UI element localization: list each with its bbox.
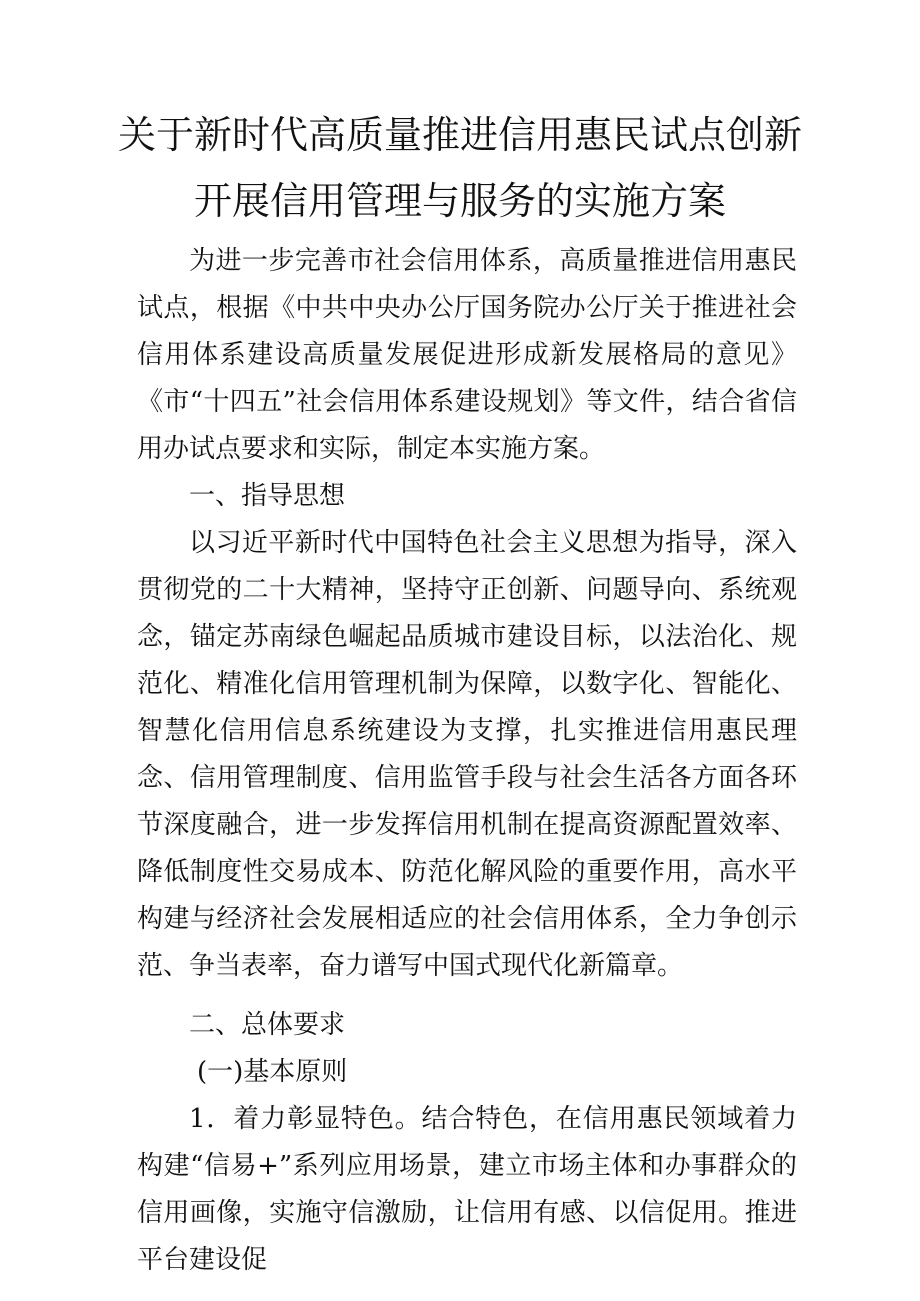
section-1-heading: 一、指导思想 bbox=[189, 481, 346, 511]
document-title-line-2: 开展信用管理与服务的实施方案 bbox=[193, 179, 726, 223]
section-1-paragraph: 以习近平新时代中国特色社会主义思想为指导，深入贯彻党的二十大精神，坚持守正创新、问题导向、系统观念，锚定苏南绿色崛起品质城市建设目标，以法治化、规范化、精准化信用管理机制为保障，以数字化、智能化、智慧化信用信息系统建设为支撑，扎实推进信用惠民理念、信用管理制度、信用监管手段与社会生活各方面各环节深度融合，进一步发挥信用机制在提高资源配置效率、降低制度性交易成本、防范化解风险的重要作用，高水平构建与经济社会发展相适应的社会信用体系，全力争创示范、争当表率，奋力谱写中国式现代化新篇章。 bbox=[137, 528, 797, 981]
subsection-1-heading: (一)基本原则 bbox=[197, 1057, 348, 1087]
principle-1-paragraph: 1．着力彰显特色。结合特色，在信用惠民领域着力构建“信易+”系列应用场景，建立市场主体和办事群众的信用画像，实施守信激励，让信用有感、以信促用。推进平台建设促 bbox=[137, 1104, 797, 1275]
document-body bbox=[137, 238, 797, 1284]
section-2-heading: 二、总体要求 bbox=[189, 1010, 346, 1040]
intro-paragraph: 为进一步完善市社会信用体系，高质量推进信用惠民试点，根据《中共中央办公厅国务院办公厅关于推进社会信用体系建设高质量发展促进形成新发展格局的意见》《市“十四五”社会信用体系建设规划》等文件，结合省信用办试点要求和实际，制定本实施方案。 bbox=[137, 246, 797, 464]
document-title-line-1: 关于新时代高质量推进信用惠民试点创新 bbox=[117, 113, 802, 157]
